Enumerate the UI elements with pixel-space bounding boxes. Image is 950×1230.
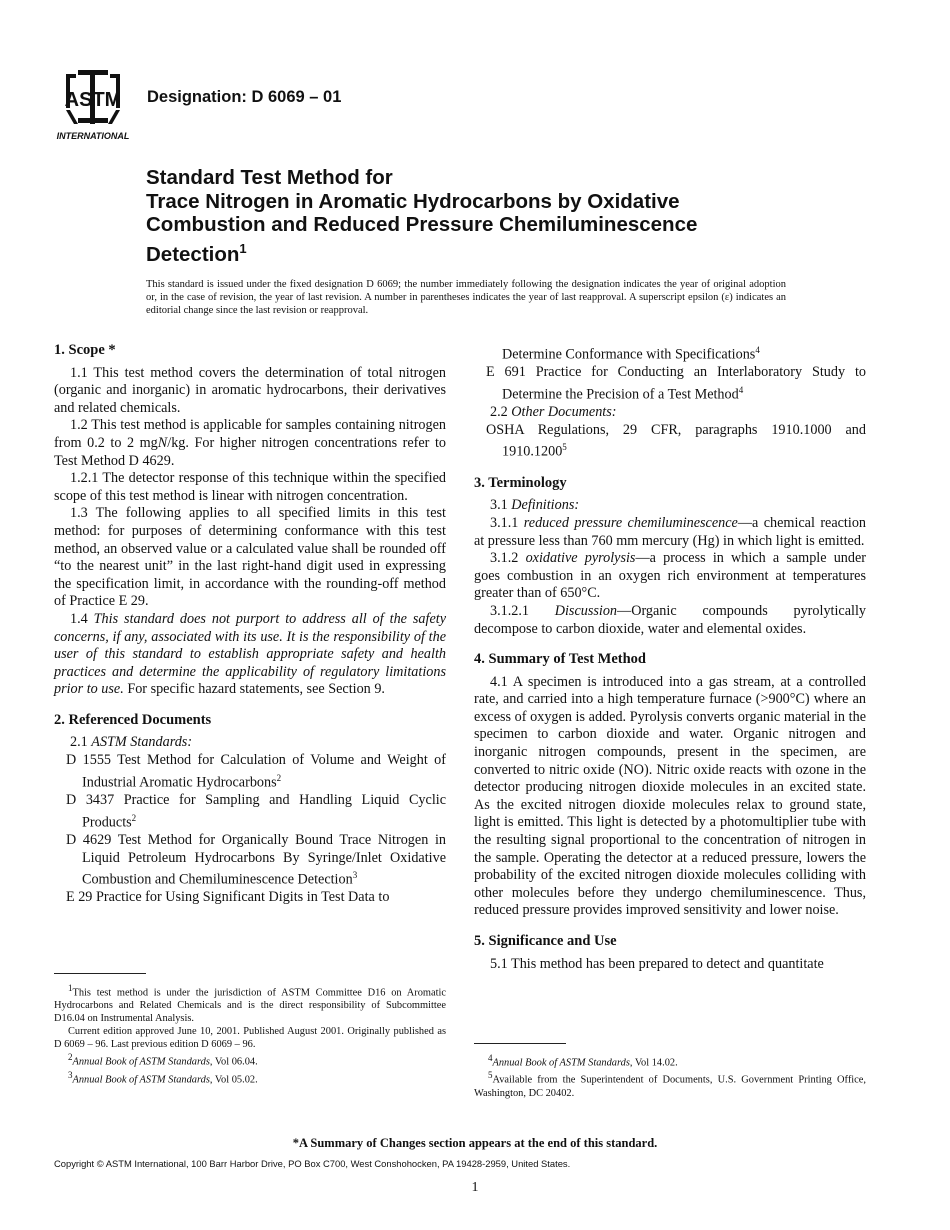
para-1-2: 1.2 This test method is applicable for samples containing nitrogen from 0.2 to 2 mgN/kg. For higher nitrogen concentrations refer to Test Method D 4629.: [54, 417, 446, 469]
para-1-2-1: 1.2.1 The detector response of this technique within the specified scope of this test method is linear with nitrogen concentration.: [54, 470, 446, 504]
para-5-1: 5.1 This method has been prepared to detect and quantitate: [490, 955, 824, 972]
logo-subtext: INTERNATIONAL: [56, 131, 130, 141]
footnote-1: $^1$This test method is under the jurisdiction of ASTM Committee D16 on Aromatic Hydrocarbons and Related Chemicals and is the direct responsibility of Subcommittee D16.04 on Instrumental Analysis.: [54, 983, 446, 1025]
page-number: 1: [471, 1180, 479, 1195]
title-line-3: Combustion and Reduced Pressure Chemiluminescence: [146, 213, 698, 236]
section-2-heading: 2. Referenced Documents: [54, 711, 212, 728]
ref-e29-continued: Determine Conformance with Specifications$^4$: [502, 345, 760, 363]
para-3-1: 3.1 Definitions:: [490, 497, 580, 514]
para-4-1: 4.1 A specimen is introduced into a gas stream, at a controlled rate, and carried into a high temperature furnace (>900°C) where an excess of oxygen is added. Pyrolysis converts organic material in the specimen to carbon dioxide and water. Organic nitrogen and inorganic nitrogen compounds, present in the specimen, are converted to nitric oxide (NO). Nitric oxide reacts with ozone in the detector producing nitrogen dioxide molecules in an excited state. As the excited nitrogen dioxide molecules relax to ground state, light is emitted. This light is detected by a photomultiplier tube with the resulting signal proportional to the concentration of nitrogen in the sample. Operating the detector at a reduced pressure, lowers the probability of the excited nitrogen dioxide molecules colliding with other molecules before they undergo chemiluminescence. Thus, reduced pressure provides improved sensitivity and lower noise.: [474, 673, 866, 919]
left-column: [54, 342, 446, 907]
logo-text: ASTM: [64, 89, 122, 111]
ref-e691: E 691 Practice for Conducting an Interlaboratory Study to Determine the Precision of a Test Method$^4$: [486, 364, 866, 403]
ref-e29: E 29 Practice for Using Significant Digits in Test Data to: [66, 889, 390, 906]
section-5-heading: 5. Significance and Use: [474, 933, 617, 950]
title-line-4-text: Detection: [146, 242, 240, 266]
footnote-1b: Current edition approved June 10, 2001. Published August 2001. Originally published as D 6069 – 96. Last previous edition D 6069 – 96.: [54, 1026, 446, 1051]
para-1-4: 1.4 This standard does not purport to address all of the safety concerns, if any, associated with its use. It is the responsibility of the user of this standard to establish appropriate safety and health practices and determine the applicability of regulatory limitations prior to use. For specific hazard statements, see Section 9.: [54, 610, 446, 698]
standard-notice: This standard is issued under the fixed designation D 6069; the number immediately following the designation indicates the year of original adoption or, in the case of revision, the year of last revision. A number in parentheses indicates the year of last reapproval. A superscript epsilon (ε) indicates an editorial change since the last revision or reapproval.: [146, 279, 786, 317]
ref-osha: OSHA Regulations, 29 CFR, paragraphs 1910.1000 and 1910.1200$^5$: [486, 421, 866, 461]
designation: Designation: D 6069 – 01: [147, 88, 342, 106]
ref-d1555: D 1555 Test Method for Calculation of Volume and Weight of Industrial Aromatic Hydrocarbons$^2$: [66, 752, 446, 791]
ref-d4629: D 4629 Test Method for Organically Bound Trace Nitrogen in Liquid Petroleum Hydrocarbons By Syringe/Inlet Oxidative Combustion and Chemiluminescence Detection$^3$: [66, 831, 446, 888]
astm-logo: [52, 68, 136, 142]
copyright: Copyright © ASTM International, 100 Barr Harbor Drive, PO Box C700, West Conshohocken, PA 19428-2959, United States.: [54, 1158, 571, 1169]
para-1-1: 1.1 This test method covers the determination of total nitrogen (organic and inorganic) in aromatic hydrocarbons, their derivatives and related chemicals.: [54, 364, 446, 416]
footnote-3: $^3$Annual Book of ASTM Standards, Vol 05.02.: [68, 1069, 258, 1086]
section-1-heading: 1. Scope *: [54, 342, 116, 358]
left-footnotes: [54, 973, 446, 1086]
para-3-1-1: 3.1.1 reduced pressure chemiluminescence—a chemical reaction at pressure less than 760 mm mercury (Hg) in which light is emitted.: [474, 514, 867, 549]
ref-d3437: D 3437 Practice for Sampling and Handling Liquid Cyclic Products$^2$: [66, 791, 446, 831]
document-title: [146, 166, 806, 266]
section-3-heading: 3. Terminology: [474, 474, 567, 491]
para-2-2: 2.2 Other Documents:: [490, 404, 617, 421]
footnote-rule: [54, 973, 146, 974]
title-line-4: [146, 237, 806, 266]
summary-of-changes-note: *A Summary of Changes section appears at the end of this standard.: [292, 1136, 658, 1150]
astm-logo-icon: [52, 68, 136, 142]
footnote-5: $^5$Available from the Superintendent of Documents, U.S. Government Printing Office, Washington, DC 20402.: [474, 1070, 866, 1099]
right-footnotes: [474, 1043, 866, 1100]
para-3-1-2: 3.1.2 oxidative pyrolysis—a process in which a sample under goes combustion in an oxygen rich environment at temperatures greater than of 650°C.: [474, 550, 867, 602]
footnote-4: $^4$Annual Book of ASTM Standards, Vol 14.02.: [488, 1053, 678, 1069]
para-1-3: 1.3 The following applies to all specified limits in this test method: for purposes of determining conformance with this test method, an observed value or a calculated value shall be rounded off “to the nearest unit” in the last right-hand digit used in expressing the specification limit, in accordance with the rounding-off method of Practice E 29.: [54, 505, 446, 610]
para-3-1-2-1: 3.1.2.1 Discussion—Organic compounds pyrolytically decompose to carbon dioxide, water and elemental oxides.: [474, 602, 866, 637]
right-column: [474, 342, 866, 973]
footnote-rule-right: [474, 1043, 566, 1044]
section-4-heading: 4. Summary of Test Method: [474, 651, 646, 668]
para-2-1: 2.1 ASTM Standards:: [70, 734, 193, 751]
footnote-2: $^2$Annual Book of ASTM Standards, Vol 06.04.: [68, 1052, 258, 1068]
title-line-1: Standard Test Method for: [146, 166, 393, 189]
title-footnote-mark: 1: [239, 240, 247, 256]
title-line-2: Trace Nitrogen in Aromatic Hydrocarbons by Oxidative: [146, 189, 680, 213]
